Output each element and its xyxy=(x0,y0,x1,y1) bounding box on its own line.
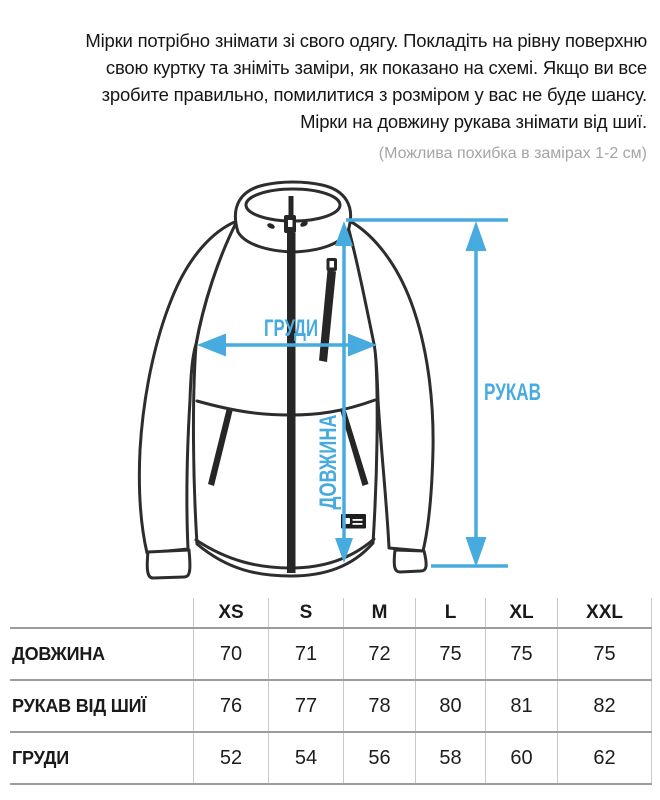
size-value-cell: 56 xyxy=(343,733,415,783)
size-value-cell: 81 xyxy=(485,681,557,731)
tolerance-note: (Можлива похибка в замірах 1-2 см) xyxy=(378,145,647,162)
row-label: РУКАВ ВІД ШИЇ xyxy=(12,695,147,716)
right-cuff xyxy=(394,550,426,572)
size-value-cell: 72 xyxy=(343,629,415,679)
size-value-cell: 80 xyxy=(415,681,485,731)
jacket-measurement-diagram xyxy=(0,176,660,600)
size-column-header: S xyxy=(268,598,343,627)
length-label: ДОВЖИНА xyxy=(315,383,342,510)
size-value-cell: 54 xyxy=(268,733,343,783)
size-value-cell: 76 xyxy=(193,681,268,731)
size-value-cell: 62 xyxy=(557,733,652,783)
size-column-header: XL xyxy=(485,598,557,627)
size-value-cell: 75 xyxy=(485,629,557,679)
row-label: ДОВЖИНА xyxy=(12,643,105,664)
size-value-cell: 78 xyxy=(343,681,415,731)
size-value-cell: 75 xyxy=(415,629,485,679)
chest-label: ГРУДИ xyxy=(264,315,318,342)
intro-line: Мірки потрібно знімати зі свого одягу. Покладіть на рівну поверхню xyxy=(85,30,647,51)
size-column-header: L xyxy=(415,598,485,627)
intro-line: Мірки на довжину рукава знімати від шиї. xyxy=(300,111,647,132)
intro-paragraph xyxy=(20,27,647,135)
left-cuff xyxy=(147,550,190,578)
size-value-cell: 58 xyxy=(415,733,485,783)
size-table xyxy=(10,598,652,785)
size-value-cell: 82 xyxy=(557,681,652,731)
intro-line: зробите правильно, помилитися з розміром у вас не буде шансу. xyxy=(101,84,647,105)
jacket-outline xyxy=(139,182,433,578)
row-label: ГРУДИ xyxy=(12,747,70,768)
sleeve-label: РУКАВ xyxy=(484,379,541,406)
size-value-cell: 75 xyxy=(557,629,652,679)
intro-line: свою куртку та зніміть заміри, як показано на схемі. Якщо ви все xyxy=(105,57,647,78)
corner-cell xyxy=(10,598,193,627)
size-table-header-row xyxy=(10,598,652,629)
size-column-header: XS xyxy=(193,598,268,627)
table-row xyxy=(10,733,652,783)
size-column-header: M xyxy=(343,598,415,627)
size-column-header: XXL xyxy=(557,598,652,627)
size-value-cell: 71 xyxy=(268,629,343,679)
size-value-cell: 77 xyxy=(268,681,343,731)
table-row xyxy=(10,629,652,681)
size-value-cell: 60 xyxy=(485,733,557,783)
size-value-cell: 52 xyxy=(193,733,268,783)
table-row xyxy=(10,681,652,733)
size-value-cell: 70 xyxy=(193,629,268,679)
